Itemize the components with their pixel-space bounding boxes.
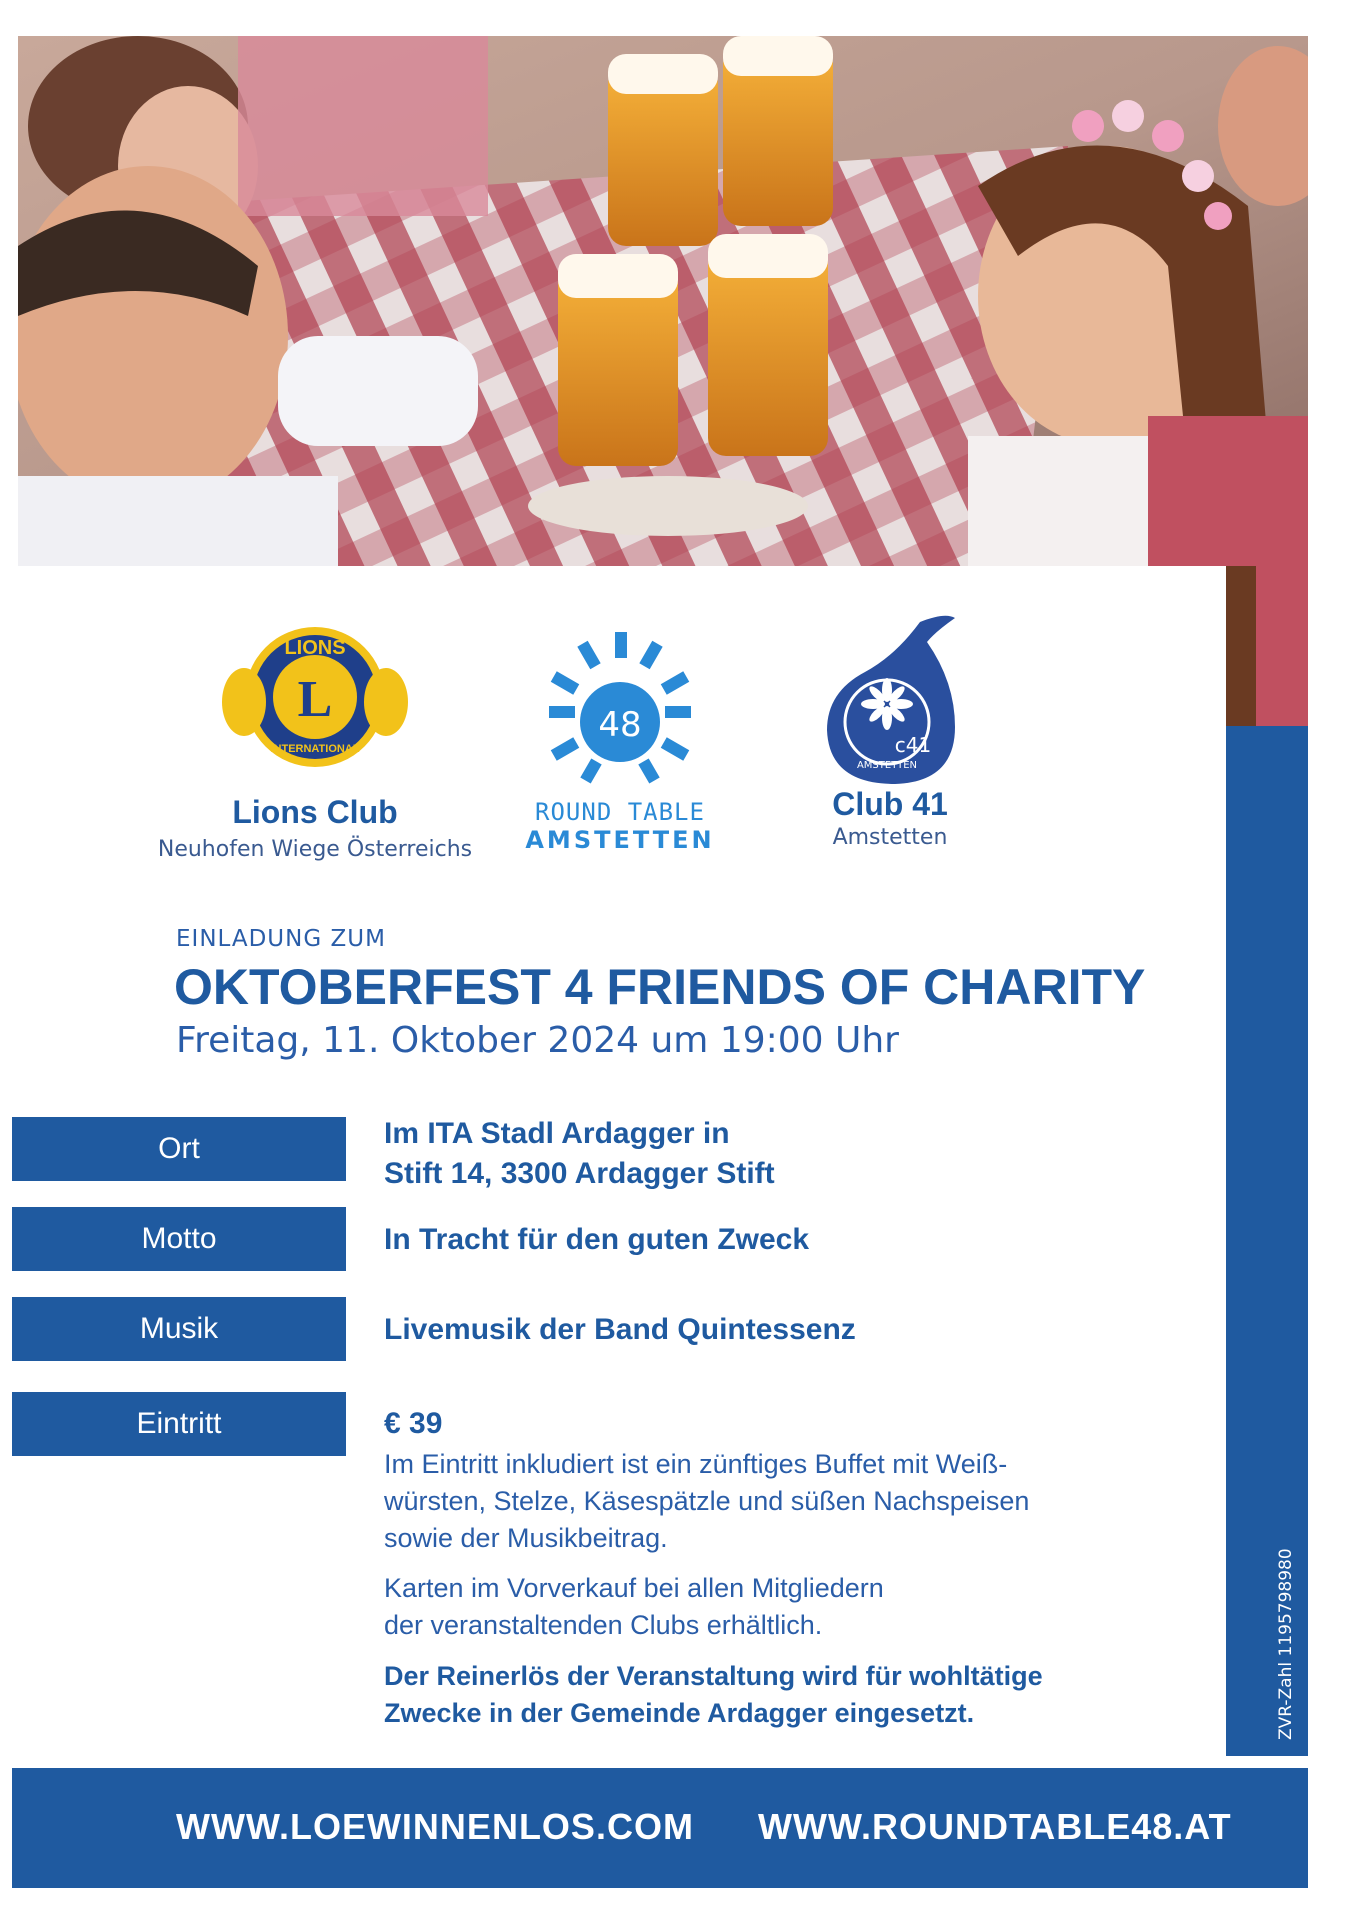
label-motto: Motto xyxy=(12,1207,346,1271)
buffet-description xyxy=(384,1446,1029,1557)
karten-line2: der veranstaltenden Clubs erhältlich. xyxy=(384,1610,823,1640)
ticket-info xyxy=(384,1570,884,1644)
ort-line1: Im ITA Stadl Ardagger in xyxy=(384,1117,730,1150)
round-table-logo xyxy=(520,632,720,854)
invitation-pretitle: EINLADUNG ZUM xyxy=(176,926,386,952)
lions-club-sub: Neuhofen Wiege Österreichs xyxy=(157,837,473,862)
eintritt-price: € 39 xyxy=(384,1407,443,1440)
buffet-line2: würsten, Stelze, Käsespätzle und süßen Nachspeisen xyxy=(384,1486,1030,1516)
lions-ring-text: LIONS xyxy=(284,637,346,659)
zvr-number: ZVR-Zahl 1195798980 xyxy=(1276,1548,1296,1740)
lions-club-name: Lions Club xyxy=(232,794,398,830)
musik-text: Livemusik der Band Quintessenz xyxy=(384,1313,856,1346)
buffet-line1: Im Eintritt inkludiert ist ein zünftiges Buffet mit Weiß- xyxy=(384,1449,1008,1479)
round-table-title: ROUND TABLE xyxy=(535,798,705,826)
lions-letter: L xyxy=(297,671,333,728)
round-table-sub: AMSTETTEN xyxy=(525,826,715,854)
event-title: OKTOBERFEST 4 FRIENDS OF CHARITY xyxy=(174,959,1146,1015)
buffet-line3: sowie der Musikbeitrag. xyxy=(384,1523,668,1553)
hero-photo-extension xyxy=(1226,566,1308,726)
club41-pear-icon xyxy=(815,612,965,792)
round-table-sun-icon xyxy=(545,632,695,792)
karten-line1: Karten im Vorverkauf bei allen Mitgliedern xyxy=(384,1573,884,1603)
club41-badge-ring: AMSTETTEN xyxy=(856,760,918,771)
ort-text xyxy=(384,1114,775,1194)
round-table-number: 48 xyxy=(598,705,642,745)
hero-photo-oktoberfest-toast xyxy=(18,36,1308,566)
lions-ring-bottom-text: INTERNATIONAL xyxy=(270,743,360,755)
ort-line2: Stift 14, 3300 Ardagger Stift xyxy=(384,1157,775,1190)
footer-link-roundtable48[interactable]: WWW.ROUNDTABLE48.AT xyxy=(758,1806,1232,1847)
lions-emblem-icon xyxy=(220,612,410,782)
reinerloes-line1: Der Reinerlös der Veranstaltung wird für wohltätige xyxy=(384,1661,1043,1691)
logo-row xyxy=(150,612,1010,882)
club41-sub: Amstetten xyxy=(832,825,948,850)
proceeds-info xyxy=(384,1658,1043,1732)
motto-text: In Tracht für den guten Zweck xyxy=(384,1223,810,1256)
club41-name: Club 41 xyxy=(832,786,948,822)
label-ort: Ort xyxy=(12,1117,346,1181)
reinerloes-line2: Zwecke in der Gemeinde Ardagger eingesetzt. xyxy=(384,1698,975,1728)
label-musik: Musik xyxy=(12,1297,346,1361)
footer-link-loewinnenlos[interactable]: WWW.LOEWINNENLOS.COM xyxy=(176,1806,694,1847)
club41-badge: c41 xyxy=(894,733,932,757)
club41-logo xyxy=(790,612,990,850)
label-eintritt: Eintritt xyxy=(12,1392,346,1456)
event-date: Freitag, 11. Oktober 2024 um 19:00 Uhr xyxy=(176,1020,899,1061)
lions-club-logo xyxy=(150,612,480,862)
